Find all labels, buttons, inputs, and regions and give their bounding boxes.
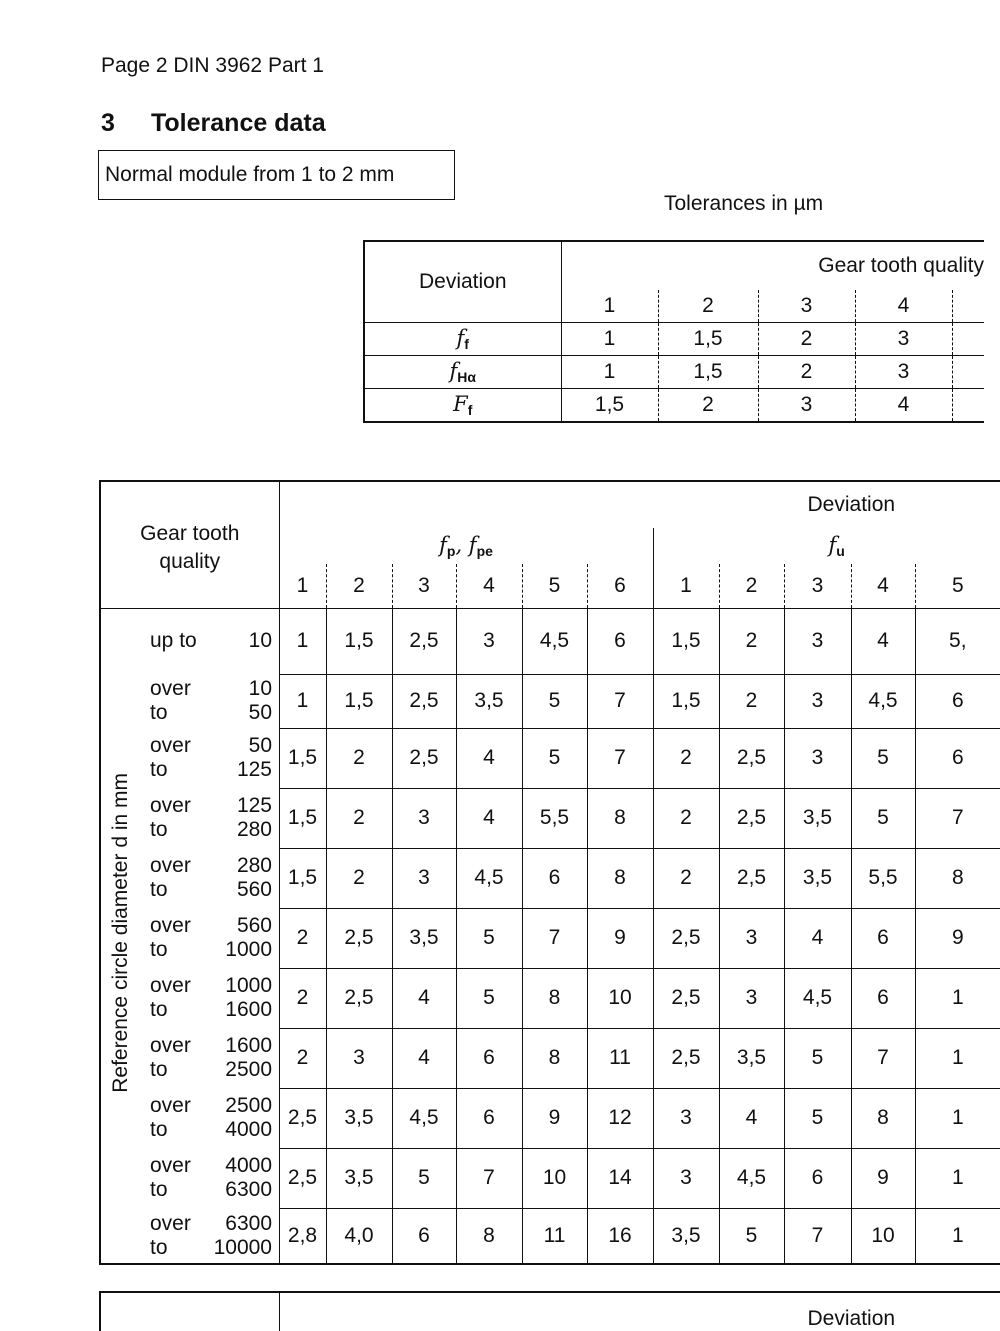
table-cell: 2,5 bbox=[719, 848, 784, 908]
deviation-symbol: $f_f$ bbox=[364, 323, 561, 356]
next-deviation-header: Deviation bbox=[279, 1292, 1000, 1331]
table-cell: 5, bbox=[915, 608, 1000, 674]
table-cell: 7 bbox=[851, 1028, 915, 1088]
table-cell: 16 bbox=[587, 1208, 653, 1264]
table-cell: 3 bbox=[758, 389, 855, 423]
table-cell: 1,5 bbox=[653, 674, 719, 728]
table-cell: 1 bbox=[279, 674, 326, 728]
table-cell: 2 bbox=[719, 674, 784, 728]
table-cell: 4,5 bbox=[851, 674, 915, 728]
pitch-tolerance-table bbox=[99, 480, 1000, 1265]
table-cell: 3,5 bbox=[456, 674, 522, 728]
gear-quality-header: Gear tooth quality bbox=[561, 241, 984, 290]
table-cell: 10 bbox=[522, 1148, 587, 1208]
table-cell: 9 bbox=[522, 1088, 587, 1148]
table-cell: 2,5 bbox=[279, 1148, 326, 1208]
table-cell: 6 bbox=[456, 1088, 522, 1148]
table-cell: 6 bbox=[587, 608, 653, 674]
table-cell: 3 bbox=[719, 908, 784, 968]
table-cell: 4 bbox=[855, 389, 952, 423]
table-cell: 7 bbox=[784, 1208, 851, 1264]
table-cell: 5 bbox=[784, 1028, 851, 1088]
table-cell: 1 bbox=[915, 968, 1000, 1028]
table-cell: 3,5 bbox=[392, 908, 456, 968]
deviation-header: Deviation bbox=[364, 241, 561, 323]
table-cell: 4,5 bbox=[719, 1148, 784, 1208]
diameter-side-label: Reference circle diameter d in mm bbox=[100, 608, 140, 1264]
table-cell: 2 bbox=[279, 1028, 326, 1088]
table-cell: 3 bbox=[784, 608, 851, 674]
table-cell: 4 bbox=[456, 728, 522, 788]
table-cell: 2 bbox=[326, 788, 392, 848]
fu-group-header: $f_u$ bbox=[653, 528, 1000, 564]
quality-col-fp: 4 bbox=[456, 564, 522, 608]
table-cell: 1,5 bbox=[279, 728, 326, 788]
table-cell: 1 bbox=[561, 356, 658, 389]
table-cell: 7 bbox=[522, 908, 587, 968]
table-cell: 2 bbox=[758, 356, 855, 389]
tolerance-unit: Tolerances in µm bbox=[664, 192, 824, 215]
section-number: 3 bbox=[101, 109, 115, 137]
quality-col-fu: 4 bbox=[851, 564, 915, 608]
table-cell: 8 bbox=[851, 1088, 915, 1148]
table-row bbox=[100, 674, 1000, 728]
table-cell: 4 bbox=[851, 608, 915, 674]
table-cell: 11 bbox=[522, 1208, 587, 1264]
table-cell: 2,5 bbox=[653, 1028, 719, 1088]
section-title bbox=[101, 109, 326, 138]
module-range-box: Normal module from 1 to 2 mm bbox=[98, 150, 455, 200]
next-table-fragment bbox=[99, 1291, 1000, 1331]
table-cell-partial bbox=[952, 389, 984, 423]
quality-col-fu: 1 bbox=[653, 564, 719, 608]
table-cell: 6 bbox=[915, 674, 1000, 728]
table-cell: 2 bbox=[653, 848, 719, 908]
deviation-symbol: $f_{H\alpha}$ bbox=[364, 356, 561, 389]
table-cell: 1,5 bbox=[653, 608, 719, 674]
table-row bbox=[100, 908, 1000, 968]
table-cell: 1 bbox=[915, 1028, 1000, 1088]
table-cell: 4,5 bbox=[522, 608, 587, 674]
table-cell: 3,5 bbox=[653, 1208, 719, 1264]
table-cell: 8 bbox=[456, 1208, 522, 1264]
table-cell: 2,5 bbox=[279, 1088, 326, 1148]
table-cell: 1,5 bbox=[658, 356, 758, 389]
table-cell: 4 bbox=[719, 1088, 784, 1148]
table-cell: 2,5 bbox=[653, 968, 719, 1028]
table-cell: 2 bbox=[279, 908, 326, 968]
table-cell: 5 bbox=[851, 728, 915, 788]
table-cell: 3 bbox=[784, 728, 851, 788]
table-cell: 4 bbox=[456, 788, 522, 848]
diameter-range: over 2500 to 4000 bbox=[150, 1094, 272, 1141]
table-cell-partial bbox=[952, 356, 984, 389]
table-cell: 5,5 bbox=[522, 788, 587, 848]
table-row bbox=[100, 728, 1000, 788]
table-cell: 3 bbox=[719, 968, 784, 1028]
quality-col: 3 bbox=[758, 290, 855, 323]
table-cell: 8 bbox=[587, 788, 653, 848]
table-cell: 2,5 bbox=[326, 908, 392, 968]
table-cell: 2 bbox=[653, 788, 719, 848]
table-cell: 1 bbox=[279, 608, 326, 674]
table-cell: 1,5 bbox=[326, 608, 392, 674]
table-cell: 10 bbox=[851, 1208, 915, 1264]
table-cell: 2,5 bbox=[719, 728, 784, 788]
table-cell: 7 bbox=[587, 674, 653, 728]
table-cell: 1 bbox=[561, 323, 658, 356]
table-cell: 4 bbox=[392, 968, 456, 1028]
table-row bbox=[100, 1148, 1000, 1208]
table-cell: 8 bbox=[587, 848, 653, 908]
quality-col-fp: 5 bbox=[522, 564, 587, 608]
table-cell: 8 bbox=[522, 1028, 587, 1088]
table-cell: 3,5 bbox=[784, 848, 851, 908]
table-cell: 2 bbox=[279, 968, 326, 1028]
table-cell: 3 bbox=[392, 848, 456, 908]
quality-col: 1 bbox=[561, 290, 658, 323]
table-cell: 2,8 bbox=[279, 1208, 326, 1264]
table-cell: 5 bbox=[456, 968, 522, 1028]
table-cell: 8 bbox=[915, 848, 1000, 908]
table-row bbox=[100, 1088, 1000, 1148]
table-cell: 7 bbox=[456, 1148, 522, 1208]
table-cell: 1,5 bbox=[561, 389, 658, 423]
table-cell: 8 bbox=[522, 968, 587, 1028]
table-cell-partial bbox=[952, 323, 984, 356]
table-cell: 6 bbox=[392, 1208, 456, 1264]
table-cell: 1,5 bbox=[658, 323, 758, 356]
table-cell: 1 bbox=[915, 1208, 1000, 1264]
table-cell: 1 bbox=[915, 1148, 1000, 1208]
table-cell: 5 bbox=[456, 908, 522, 968]
table-cell: 7 bbox=[915, 788, 1000, 848]
table-cell: 3 bbox=[392, 788, 456, 848]
diameter-range: over 1600 to 2500 bbox=[150, 1034, 272, 1081]
table-cell: 14 bbox=[587, 1148, 653, 1208]
quality-col-fu: 5 bbox=[915, 564, 1000, 608]
fp-fpe-group-header: $f_p$, $f_{pe}$ bbox=[279, 528, 653, 564]
table-cell: 5 bbox=[522, 674, 587, 728]
gear-quality-header: Gear tooth quality bbox=[100, 481, 279, 608]
quality-col-fp: 2 bbox=[326, 564, 392, 608]
table-cell: 3 bbox=[653, 1088, 719, 1148]
table-cell: 9 bbox=[587, 908, 653, 968]
table-cell: 5,5 bbox=[851, 848, 915, 908]
quality-col-fp: 3 bbox=[392, 564, 456, 608]
table-cell: 1,5 bbox=[326, 674, 392, 728]
table-cell: 7 bbox=[587, 728, 653, 788]
table-cell: 5 bbox=[392, 1148, 456, 1208]
quality-col-fp: 1 bbox=[279, 564, 326, 608]
table-cell: 6 bbox=[522, 848, 587, 908]
table-cell: 4 bbox=[392, 1028, 456, 1088]
diameter-range: over 6300 to 10000 bbox=[140, 1208, 279, 1264]
diameter-range: over 1000 to 1600 bbox=[150, 974, 272, 1021]
table-cell: 5 bbox=[851, 788, 915, 848]
quality-col-fu: 3 bbox=[784, 564, 851, 608]
table-cell: 3,5 bbox=[719, 1028, 784, 1088]
diameter-range: over 280 to 560 bbox=[150, 854, 272, 901]
diameter-range: over 10 to 50 bbox=[150, 677, 272, 724]
table-cell: 2,5 bbox=[719, 788, 784, 848]
diameter-range: up to 10 bbox=[150, 629, 272, 653]
table-cell: 3 bbox=[855, 323, 952, 356]
table-row bbox=[100, 968, 1000, 1028]
quality-col-fp: 6 bbox=[587, 564, 653, 608]
table-cell: 6 bbox=[456, 1028, 522, 1088]
table-cell: 2 bbox=[326, 848, 392, 908]
table-cell: 4,5 bbox=[784, 968, 851, 1028]
table-row bbox=[100, 788, 1000, 848]
table-cell: 3 bbox=[326, 1028, 392, 1088]
quality-col: 2 bbox=[658, 290, 758, 323]
table-cell: 1 bbox=[915, 1088, 1000, 1148]
table-row bbox=[100, 1028, 1000, 1088]
deviation-header: Deviation bbox=[279, 481, 1000, 528]
table-cell: 2,5 bbox=[392, 608, 456, 674]
quality-col: 4 bbox=[855, 290, 952, 323]
table-row bbox=[100, 848, 1000, 908]
table-cell: 2 bbox=[326, 728, 392, 788]
table-cell: 1,5 bbox=[279, 788, 326, 848]
table-cell: 3,5 bbox=[326, 1088, 392, 1148]
table-cell: 5 bbox=[719, 1208, 784, 1264]
table-cell: 3 bbox=[855, 356, 952, 389]
next-table-header-left bbox=[100, 1292, 279, 1331]
quality-col-fu: 2 bbox=[719, 564, 784, 608]
table-cell: 6 bbox=[851, 968, 915, 1028]
table-cell: 3,5 bbox=[784, 788, 851, 848]
table-cell: 11 bbox=[587, 1028, 653, 1088]
table-cell: 3 bbox=[456, 608, 522, 674]
table-cell: 4,5 bbox=[392, 1088, 456, 1148]
table-cell: 3 bbox=[784, 674, 851, 728]
table-cell: 2,5 bbox=[392, 674, 456, 728]
table-cell: 3,5 bbox=[326, 1148, 392, 1208]
diameter-range: over 4000 to 6300 bbox=[150, 1154, 272, 1201]
table-row bbox=[100, 1208, 1000, 1264]
section-title-text: Tolerance data bbox=[151, 109, 326, 137]
deviation-symbol: $F_f$ bbox=[364, 389, 561, 423]
diameter-range: over 125 to 280 bbox=[150, 794, 272, 841]
table-cell: 6 bbox=[915, 728, 1000, 788]
quality-col-partial bbox=[952, 290, 984, 323]
diameter-range: over 560 to 1000 bbox=[150, 914, 272, 961]
diameter-range: over 50 to 125 bbox=[150, 734, 272, 781]
table-cell: 12 bbox=[587, 1088, 653, 1148]
table-cell: 6 bbox=[851, 908, 915, 968]
table-cell: 2,5 bbox=[392, 728, 456, 788]
table-row bbox=[100, 608, 1000, 674]
table-cell: 2,5 bbox=[326, 968, 392, 1028]
table-cell: 9 bbox=[851, 1148, 915, 1208]
table-cell: 3 bbox=[653, 1148, 719, 1208]
page-header: Page 2 DIN 3962 Part 1 bbox=[101, 54, 324, 77]
table-cell: 10 bbox=[587, 968, 653, 1028]
profile-tolerance-table bbox=[363, 240, 984, 423]
table-cell: 6 bbox=[784, 1148, 851, 1208]
table-cell: 4,5 bbox=[456, 848, 522, 908]
table-cell: 4 bbox=[784, 908, 851, 968]
table-cell: 2 bbox=[758, 323, 855, 356]
table-cell: 9 bbox=[915, 908, 1000, 968]
table-cell: 2 bbox=[653, 728, 719, 788]
table-cell: 2 bbox=[658, 389, 758, 423]
table-cell: 5 bbox=[522, 728, 587, 788]
table-cell: 4,0 bbox=[326, 1208, 392, 1264]
table-cell: 2,5 bbox=[653, 908, 719, 968]
table-cell: 2 bbox=[719, 608, 784, 674]
table-cell: 5 bbox=[784, 1088, 851, 1148]
table-cell: 1,5 bbox=[279, 848, 326, 908]
